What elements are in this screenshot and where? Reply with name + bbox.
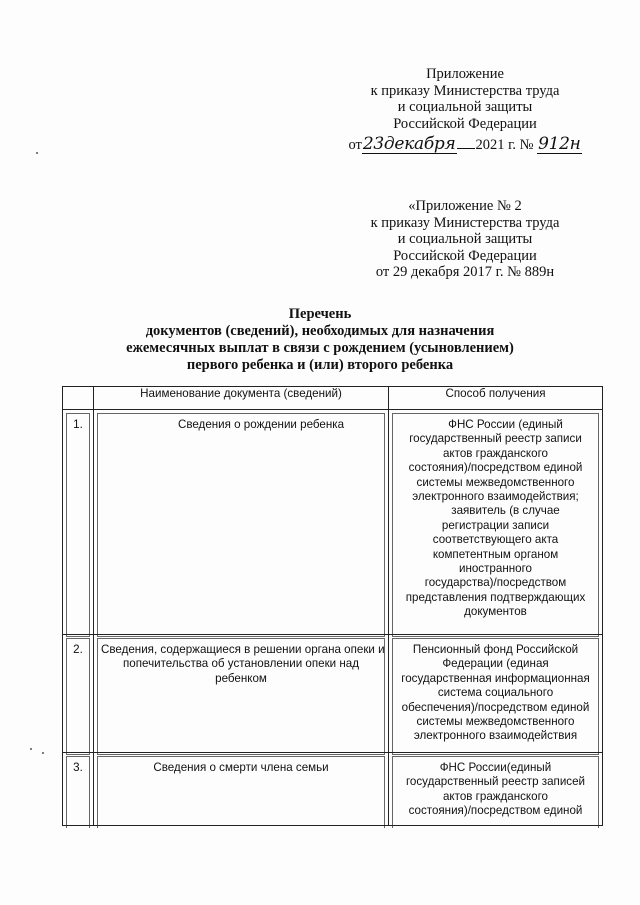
row-name-cell xyxy=(94,752,389,826)
row-number-cell: 3. xyxy=(63,752,94,826)
row-name-line: Сведения о рождении ребенка xyxy=(177,418,345,431)
table-header-row xyxy=(63,387,603,410)
row-name-line: Сведения, содержащиеся в решении органа опеки и xyxy=(101,643,385,656)
method-line: заявитель (в случае xyxy=(451,504,560,518)
row-method-cell xyxy=(389,410,603,635)
method-line: государственный реестр записи xyxy=(409,432,582,446)
table-row xyxy=(63,752,603,826)
method-line: системы межведомственного xyxy=(416,715,575,729)
row-number-cell: 1. xyxy=(63,410,94,635)
title-line: ежемесячных выплат в связи с рождением (усыновлением) xyxy=(126,340,514,356)
method-line: соответствующего акта xyxy=(432,533,559,547)
method-line: Пенсионный фонд Российской xyxy=(412,643,579,656)
method-line: ФНС России (единый xyxy=(448,418,563,431)
method-line: обеспечения)/посредством единой xyxy=(401,700,590,714)
handwritten-date: 23декабря xyxy=(362,134,456,154)
method-line: электронного взаимодействия xyxy=(413,729,578,743)
appendix-line: и социальной защиты xyxy=(397,99,533,115)
document-title xyxy=(110,306,530,374)
header-method: Способ получения xyxy=(389,387,603,410)
row-method-cell xyxy=(389,635,603,753)
method-line: регистрации записи xyxy=(441,518,550,532)
row-name-line: попечительства об установлении опеки над xyxy=(123,657,359,671)
appendix-line: «Приложение № 2 xyxy=(408,198,522,214)
method-line: государства)/посредством xyxy=(424,576,567,590)
scan-speck xyxy=(36,152,38,154)
method-line: компетентным органом xyxy=(432,547,559,561)
appendix-line: и социальной защиты xyxy=(397,231,533,247)
title-line: первого ребенка и (или) второго ребенка xyxy=(186,357,454,373)
method-line: электронного взаимодействия; xyxy=(412,490,579,504)
method-line: состояния)/посредством единой xyxy=(408,804,583,818)
appendix-line: к приказу Министерства труда xyxy=(370,214,560,231)
method-line: представления подтверждающих xyxy=(405,590,586,604)
row-name-cell xyxy=(94,635,389,753)
date-prefix: от xyxy=(348,137,362,153)
method-line: Федерации (единая xyxy=(442,657,549,671)
date-year: 2021 г. № xyxy=(475,137,534,153)
method-line: система социального xyxy=(437,686,554,700)
scan-speck xyxy=(30,748,32,750)
method-line: актов гражданского xyxy=(442,789,549,803)
row-number-cell: 2. xyxy=(63,635,94,753)
table-row xyxy=(63,410,603,635)
row-name-line: ребенком xyxy=(215,671,267,685)
method-line: государственная информационная xyxy=(401,671,590,685)
documents-table xyxy=(62,386,603,826)
handwritten-order-number: 912н xyxy=(538,134,581,154)
method-line: государственный реестр записей xyxy=(405,775,586,789)
method-line: состояния)/посредством единой xyxy=(408,461,583,475)
method-line: актов гражданского xyxy=(442,446,549,460)
header-document-name: Наименование документа (сведений) xyxy=(94,387,389,410)
method-line: системы межведомственного xyxy=(416,475,575,489)
table-row xyxy=(63,635,603,753)
title-line: Перечень xyxy=(288,306,352,322)
row-name-line: Сведения о смерти члена семьи xyxy=(153,760,329,774)
appendix-line: Российской Федерации xyxy=(393,115,537,132)
appendix-line: к приказу Министерства труда xyxy=(370,82,560,99)
appendix-previous-order xyxy=(330,198,600,281)
header-number xyxy=(63,387,94,410)
method-line: документов xyxy=(464,605,527,619)
scan-speck xyxy=(42,752,44,754)
appendix-line: Российской Федерации xyxy=(393,247,537,264)
title-line: документов (сведений), необходимых для назначения xyxy=(145,323,495,339)
order-date-line xyxy=(330,136,600,154)
appendix-current-order xyxy=(330,66,600,154)
appendix-line: от 29 декабря 2017 г. № 889н xyxy=(375,264,555,280)
method-line: ФНС России(единый xyxy=(439,760,552,774)
row-method-cell xyxy=(389,752,603,826)
appendix-line: Приложение xyxy=(426,66,504,82)
method-line: иностранного xyxy=(458,562,532,576)
row-name-cell xyxy=(94,410,389,635)
